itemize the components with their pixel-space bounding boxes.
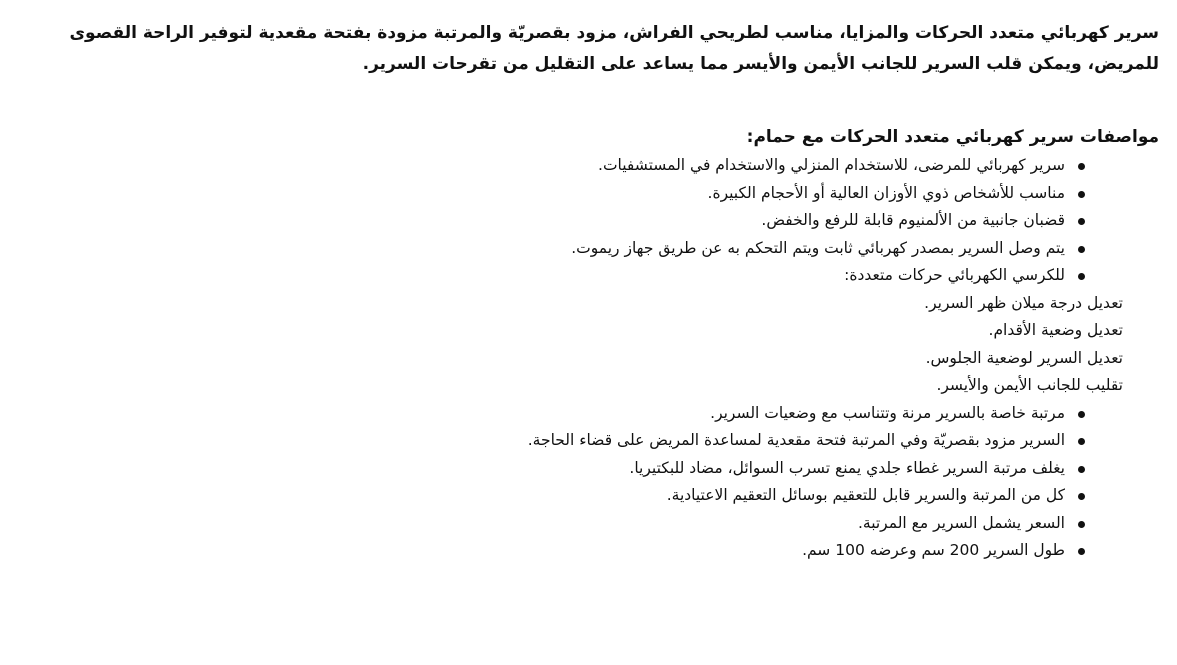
spec-item: طول السرير 200 سم وعرضه 100 سم. [18,537,1087,565]
specs-list-b [18,400,1159,565]
movement-item: تعديل السرير لوضعية الجلوس. [925,348,1123,367]
spec-item: السرير مزود بقصريّة وفي المرتبة فتحة مقعدية لمساعدة المريض على قضاء الحاجة. [18,427,1087,455]
spec-item: سرير كهربائي للمرضى، للاستخدام المنزلي والاستخدام في المستشفيات. [18,152,1087,180]
intro-paragraph: سرير كهربائي متعدد الحركات والمزايا، مناسب لطريحي الفراش، مزود بقصريّة والمرتبة مزودة بفتحة مقعدية لتوفير الراحة القصوى للمريض، ويمكن قلب السرير للجانب الأيمن والأيسر مما يساعد على التقليل من تقرحات السرير. [69,23,1159,74]
spec-item: كل من المرتبة والسرير قابل للتعقيم بوسائل التعقيم الاعتيادية. [18,482,1087,510]
movement-item: تعديل وضعية الأقدام. [988,321,1123,339]
spec-item: مناسب للأشخاص ذوي الأوزان العالية أو الأحجام الكبيرة. [18,180,1087,208]
spec-item: السعر يشمل السرير مع المرتبة. [18,510,1087,538]
movement-item: تقليب للجانب الأيمن والأيسر. [936,376,1123,394]
spec-item: قضبان جانبية من الألمنيوم قابلة للرفع والخفض. [18,207,1087,235]
spec-item: يغلف مرتبة السرير غطاء جلدي يمنع تسرب السوائل، مضاد للبكتيريا. [18,455,1087,483]
movements-list [18,290,1159,400]
spec-item: للكرسي الكهربائي حركات متعددة: [18,262,1087,290]
spec-item: يتم وصل السرير بمصدر كهربائي ثابت ويتم التحكم به عن طريق جهاز ريموت. [18,235,1087,263]
specs-list-a [18,152,1159,290]
movement-item: تعديل درجة ميلان ظهر السرير. [924,293,1123,312]
spec-item: مرتبة خاصة بالسرير مرنة وتتناسب مع وضعيات السرير. [18,400,1087,428]
specs-heading: مواصفات سرير كهربائي متعدد الحركات مع حمام: [746,127,1159,147]
